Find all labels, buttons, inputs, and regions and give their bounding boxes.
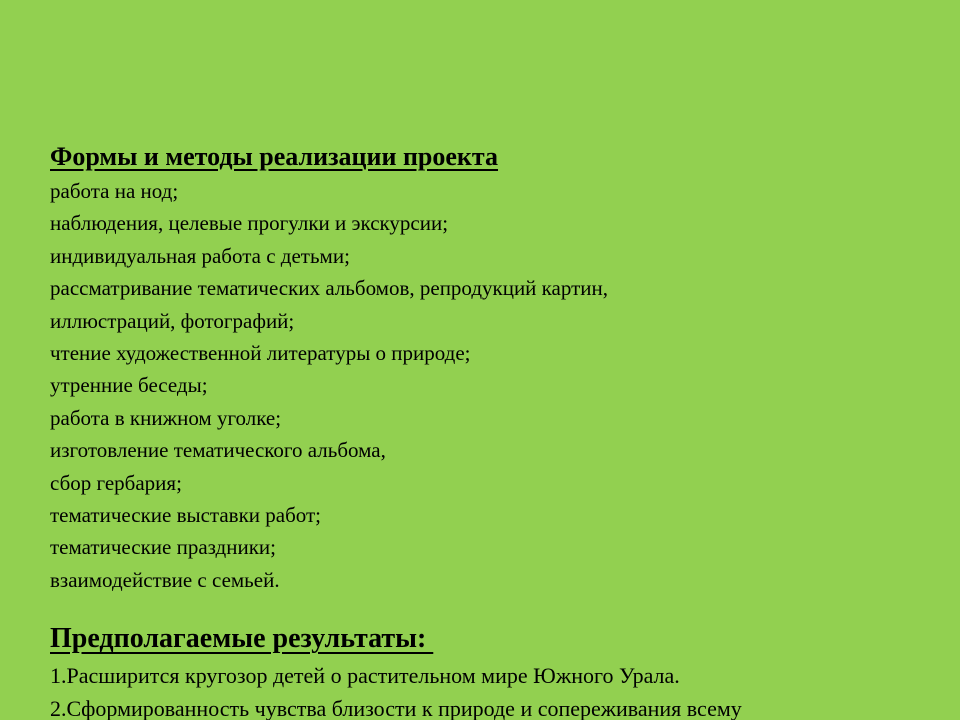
methods-list-item: изготовление тематического альбома, [50,438,386,463]
results-heading: Предполагаемые результаты: [50,623,434,654]
results-list-item: 2.Сформированность чувства близости к природе и сопереживания всему [50,696,742,720]
methods-list-item: иллюстраций, фотографий; [50,308,295,333]
methods-list-item: сбор гербария; [50,470,182,495]
methods-heading: Формы и методы реализации проекта [50,142,499,171]
results-list [50,659,742,720]
methods-list-item: рассматривание тематических альбомов, репродукций картин, [50,276,609,301]
methods-list-item: взаимодействие с семьей. [50,567,280,592]
methods-list-item: индивидуальная работа с детьми; [50,243,350,268]
methods-list-item: утренние беседы; [50,373,208,398]
methods-list-item: тематические выставки работ; [50,502,322,527]
methods-list-item: работа на нод; [50,179,179,203]
methods-list-item: наблюдения, целевые прогулки и экскурсии; [50,211,449,236]
methods-list-item: чтение художественной литературы о природе; [50,340,471,365]
methods-section [50,139,950,596]
methods-list-item: работа в книжном уголке; [50,405,282,430]
results-list-item: 1.Расширится кругозор детей о растительном мире Южного Урала. [50,663,680,688]
methods-list [50,175,950,596]
methods-list-item: тематические праздники; [50,535,276,560]
